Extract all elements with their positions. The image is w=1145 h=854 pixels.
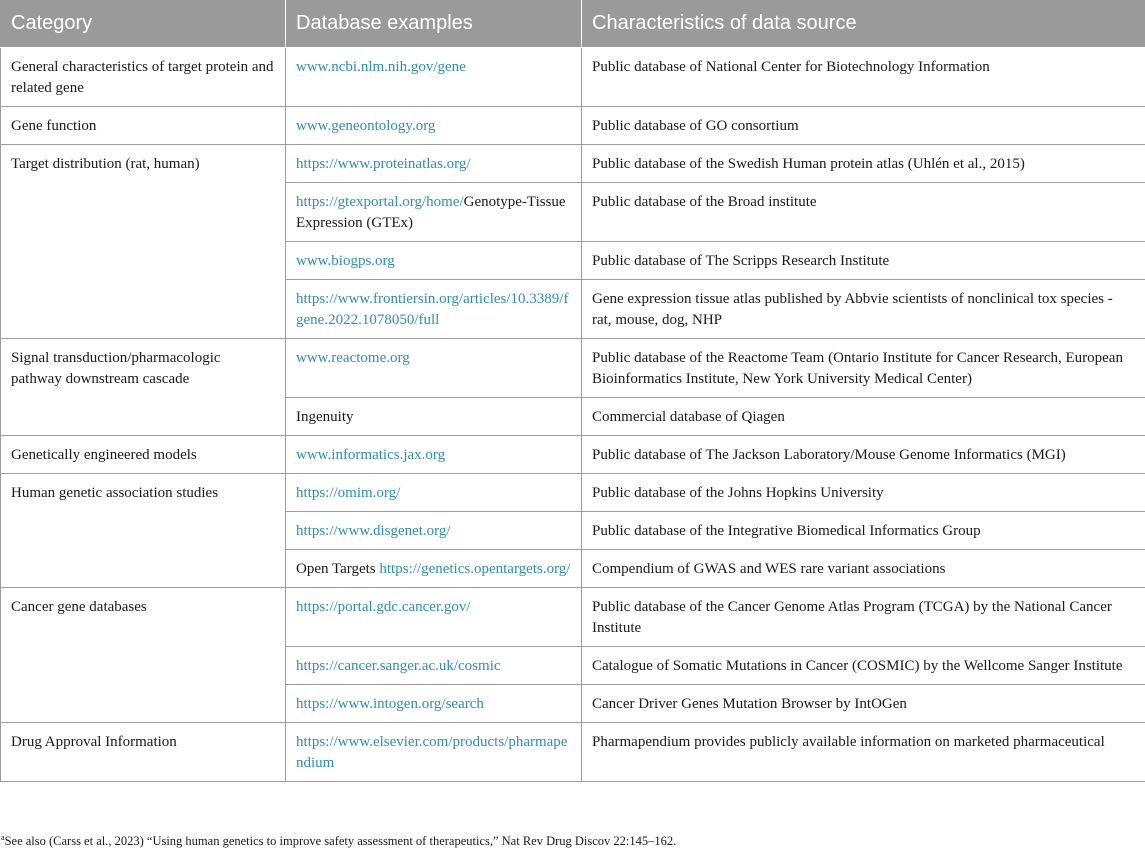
database-link[interactable]: https://www.intogen.org/search [296,696,484,712]
database-link[interactable]: https://www.proteinatlas.org/ [296,156,471,172]
category-cell: Cancer gene databases [1,588,286,723]
characteristics-cell: Public database of the Johns Hopkins University [582,474,1145,512]
database-cell [286,107,582,145]
table-row [1,588,1145,647]
database-link[interactable]: www.informatics.jax.org [296,447,446,463]
database-link[interactable]: https://portal.gdc.cancer.gov/ [296,599,471,615]
characteristics-cell: Public database of The Jackson Laboratory/Mouse Genome Informatics (MGI) [582,436,1145,474]
database-name: Ingenuity [296,409,354,425]
database-cell [286,183,582,242]
table-footnote [1,834,676,849]
characteristics-cell: Commercial database of Qiagen [582,398,1145,436]
header-characteristics: Characteristics of data source [582,0,1145,48]
table-row [1,339,1145,398]
category-cell: Genetically engineered models [1,436,286,474]
category-cell: Drug Approval Information [1,723,286,782]
characteristics-cell: Public database of the Cancer Genome Atlas Program (TCGA) by the National Cancer Institute [582,588,1145,647]
characteristics-cell: Public database of National Center for Biotechnology Information [582,48,1145,107]
table-row [1,436,1145,474]
characteristics-cell: Public database of GO consortium [582,107,1145,145]
table-row [1,474,1145,512]
database-cell [286,512,582,550]
database-cell [286,339,582,398]
database-cell [286,280,582,339]
database-link[interactable]: https://www.frontiersin.org/articles/10.3389/fgene.2022.1078050/full [296,291,569,328]
database-cell [286,685,582,723]
characteristics-cell: Public database of the Integrative Biomedical Informatics Group [582,512,1145,550]
table-row [1,145,1145,183]
database-link[interactable]: www.biogps.org [296,253,395,269]
database-link[interactable]: www.reactome.org [296,350,410,366]
table-row [1,107,1145,145]
characteristics-cell: Pharmapendium provides publicly available information on marketed pharmaceutical [582,723,1145,782]
database-link[interactable]: https://gtexportal.org/home/ [296,194,464,210]
characteristics-cell: Cancer Driver Genes Mutation Browser by IntOGen [582,685,1145,723]
table-header [1,0,1145,48]
category-cell: Target distribution (rat, human) [1,145,286,339]
database-name: Open Targets [296,561,380,577]
characteristics-cell: Catalogue of Somatic Mutations in Cancer (COSMIC) by the Wellcome Sanger Institute [582,647,1145,685]
database-cell [286,588,582,647]
database-cell [286,647,582,685]
database-cell [286,398,582,436]
characteristics-cell: Compendium of GWAS and WES rare variant associations [582,550,1145,588]
database-link[interactable]: https://www.disgenet.org/ [296,523,451,539]
category-cell: Gene function [1,107,286,145]
database-cell [286,474,582,512]
database-name: Genotype-Tissue Expression (GTEx) [296,194,566,231]
database-cell [286,550,582,588]
table-row [1,48,1145,107]
header-row [1,0,1145,48]
database-cell [286,145,582,183]
database-link[interactable]: www.geneontology.org [296,118,436,134]
characteristics-cell: Gene expression tissue atlas published by Abbvie scientists of nonclinical tox species - rat, mouse, dog, NHP [582,280,1145,339]
category-cell: Human genetic association studies [1,474,286,588]
database-cell [286,242,582,280]
header-database-examples: Database examples [286,0,582,48]
table-row [1,723,1145,782]
category-cell: Signal transduction/pharmacologic pathway downstream cascade [1,339,286,436]
database-link[interactable]: https://www.elsevier.com/products/pharmapendium [296,734,568,771]
category-cell: General characteristics of target protein and related gene [1,48,286,107]
footnote-mark: a [1,832,5,842]
characteristics-cell: Public database of the Broad institute [582,183,1145,242]
database-cell [286,723,582,782]
database-link[interactable]: https://cancer.sanger.ac.uk/cosmic [296,658,501,674]
footnote-text: See also (Carss et al., 2023) “Using human genetics to improve safety assessment of therapeutics,” Nat Rev Drug Discov 22:145–162. [4,834,677,848]
database-cell [286,48,582,107]
database-link[interactable]: https://omim.org/ [296,485,401,501]
characteristics-cell: Public database of the Swedish Human protein atlas (Uhlén et al., 2015) [582,145,1145,183]
database-cell [286,436,582,474]
database-link[interactable]: www.ncbi.nlm.nih.gov/gene [296,59,466,75]
characteristics-cell: Public database of The Scripps Research Institute [582,242,1145,280]
characteristics-cell: Public database of the Reactome Team (Ontario Institute for Cancer Research, European Bioinformatics Institute, New York University Medical Center) [582,339,1145,398]
database-link[interactable]: https://genetics.opentargets.org/ [379,561,571,577]
table-body [1,48,1145,782]
header-category: Category [1,0,286,48]
